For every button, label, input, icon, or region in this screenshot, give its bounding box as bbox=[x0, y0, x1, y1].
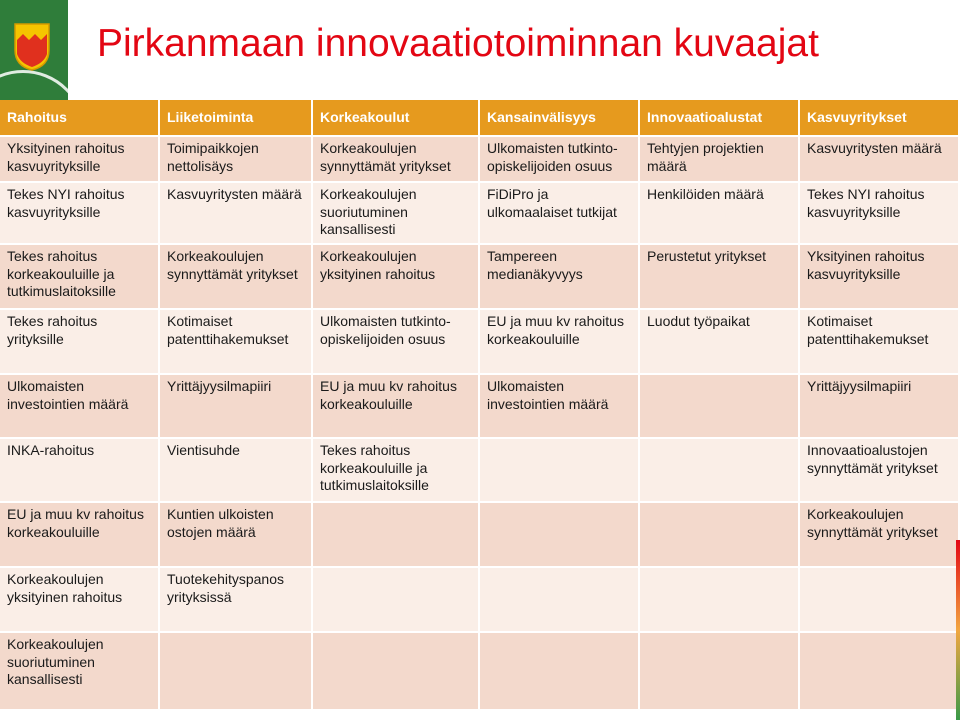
table-cell: Korkeakoulujen suoriutuminen kansallisesti bbox=[0, 633, 160, 711]
table-cell: Tehtyjen projektien määrä bbox=[640, 137, 800, 183]
column-header: Kansainvälisyys bbox=[480, 100, 640, 137]
table-cell: Korkeakoulujen synnyttämät yritykset bbox=[800, 503, 960, 568]
column-header: Korkeakoulut bbox=[313, 100, 480, 137]
indicator-table bbox=[0, 100, 960, 711]
table-cell bbox=[640, 633, 800, 711]
table-cell: Tekes rahoitus yrityksille bbox=[0, 310, 160, 375]
column-header: Rahoitus bbox=[0, 100, 160, 137]
crest-logo bbox=[11, 20, 53, 72]
page-title: Pirkanmaan innovaatiotoiminnan kuvaajat bbox=[97, 22, 819, 65]
table-cell: EU ja muu kv rahoitus korkeakouluille bbox=[313, 375, 480, 439]
table-cell: Luodut työpaikat bbox=[640, 310, 800, 375]
table-cell bbox=[480, 503, 640, 568]
table-cell bbox=[640, 568, 800, 633]
table-cell: Perustetut yritykset bbox=[640, 245, 800, 310]
table-cell: EU ja muu kv rahoitus korkeakouluille bbox=[0, 503, 160, 568]
table-cell: Henkilöiden määrä bbox=[640, 183, 800, 245]
table-cell bbox=[313, 568, 480, 633]
table-cell: Korkeakoulujen yksityinen rahoitus bbox=[0, 568, 160, 633]
table-cell: Korkeakoulujen yksityinen rahoitus bbox=[313, 245, 480, 310]
table-cell: Korkeakoulujen synnyttämät yritykset bbox=[160, 245, 313, 310]
table-cell: Tekes NYI rahoitus kasvuyrityksille bbox=[800, 183, 960, 245]
table-cell: Ulkomaisten investointien määrä bbox=[0, 375, 160, 439]
table-cell: Yrittäjyysilmapiiri bbox=[800, 375, 960, 439]
table-cell: Tuotekehityspanos yrityksissä bbox=[160, 568, 313, 633]
column-header: Innovaatioalustat bbox=[640, 100, 800, 137]
table-cell: Yksityinen rahoitus kasvuyrityksille bbox=[800, 245, 960, 310]
table-cell bbox=[313, 633, 480, 711]
table-cell bbox=[800, 568, 960, 633]
table-cell bbox=[480, 568, 640, 633]
table-cell: Ulkomaisten tutkinto-opiskelijoiden osuus bbox=[480, 137, 640, 183]
table-cell bbox=[313, 503, 480, 568]
table-cell: Ulkomaisten investointien määrä bbox=[480, 375, 640, 439]
table-cell: Tekes rahoitus korkeakouluille ja tutkimuslaitoksille bbox=[0, 245, 160, 310]
table-cell: Kotimaiset patenttihakemukset bbox=[800, 310, 960, 375]
table-cell bbox=[480, 439, 640, 503]
table-cell: Korkeakoulujen suoriutuminen kansallisesti bbox=[313, 183, 480, 245]
table-cell: Kotimaiset patenttihakemukset bbox=[160, 310, 313, 375]
table-cell: EU ja muu kv rahoitus korkeakouluille bbox=[480, 310, 640, 375]
table-cell: Toimipaikkojen nettolisäys bbox=[160, 137, 313, 183]
table-cell: Ulkomaisten tutkinto-opiskelijoiden osuus bbox=[313, 310, 480, 375]
column-header: Kasvuyritykset bbox=[800, 100, 960, 137]
table-cell: Kasvuyritysten määrä bbox=[160, 183, 313, 245]
table-cell: FiDiPro ja ulkomaalaiset tutkijat bbox=[480, 183, 640, 245]
table-cell: Yrittäjyysilmapiiri bbox=[160, 375, 313, 439]
table-cell bbox=[800, 633, 960, 711]
table-cell: INKA-rahoitus bbox=[0, 439, 160, 503]
table-cell bbox=[640, 503, 800, 568]
table-cell: Kasvuyritysten määrä bbox=[800, 137, 960, 183]
right-edge-decoration bbox=[956, 540, 960, 720]
table-cell: Korkeakoulujen synnyttämät yritykset bbox=[313, 137, 480, 183]
table-cell: Innovaatioalustojen synnyttämät yritykset bbox=[800, 439, 960, 503]
table-cell: Kuntien ulkoisten ostojen määrä bbox=[160, 503, 313, 568]
table-cell bbox=[160, 633, 313, 711]
table-cell: Yksityinen rahoitus kasvuyrityksille bbox=[0, 137, 160, 183]
table-cell: Tampereen medianäkyvyys bbox=[480, 245, 640, 310]
table-cell: Tekes rahoitus korkeakouluille ja tutkimuslaitoksille bbox=[313, 439, 480, 503]
sidebar-decoration bbox=[0, 0, 68, 100]
table-cell: Vientisuhde bbox=[160, 439, 313, 503]
table-cell bbox=[640, 375, 800, 439]
column-header: Liiketoiminta bbox=[160, 100, 313, 137]
sidebar-curve bbox=[0, 70, 68, 100]
table-cell: Tekes NYI rahoitus kasvuyrityksille bbox=[0, 183, 160, 245]
table-cell bbox=[480, 633, 640, 711]
table-cell bbox=[640, 439, 800, 503]
